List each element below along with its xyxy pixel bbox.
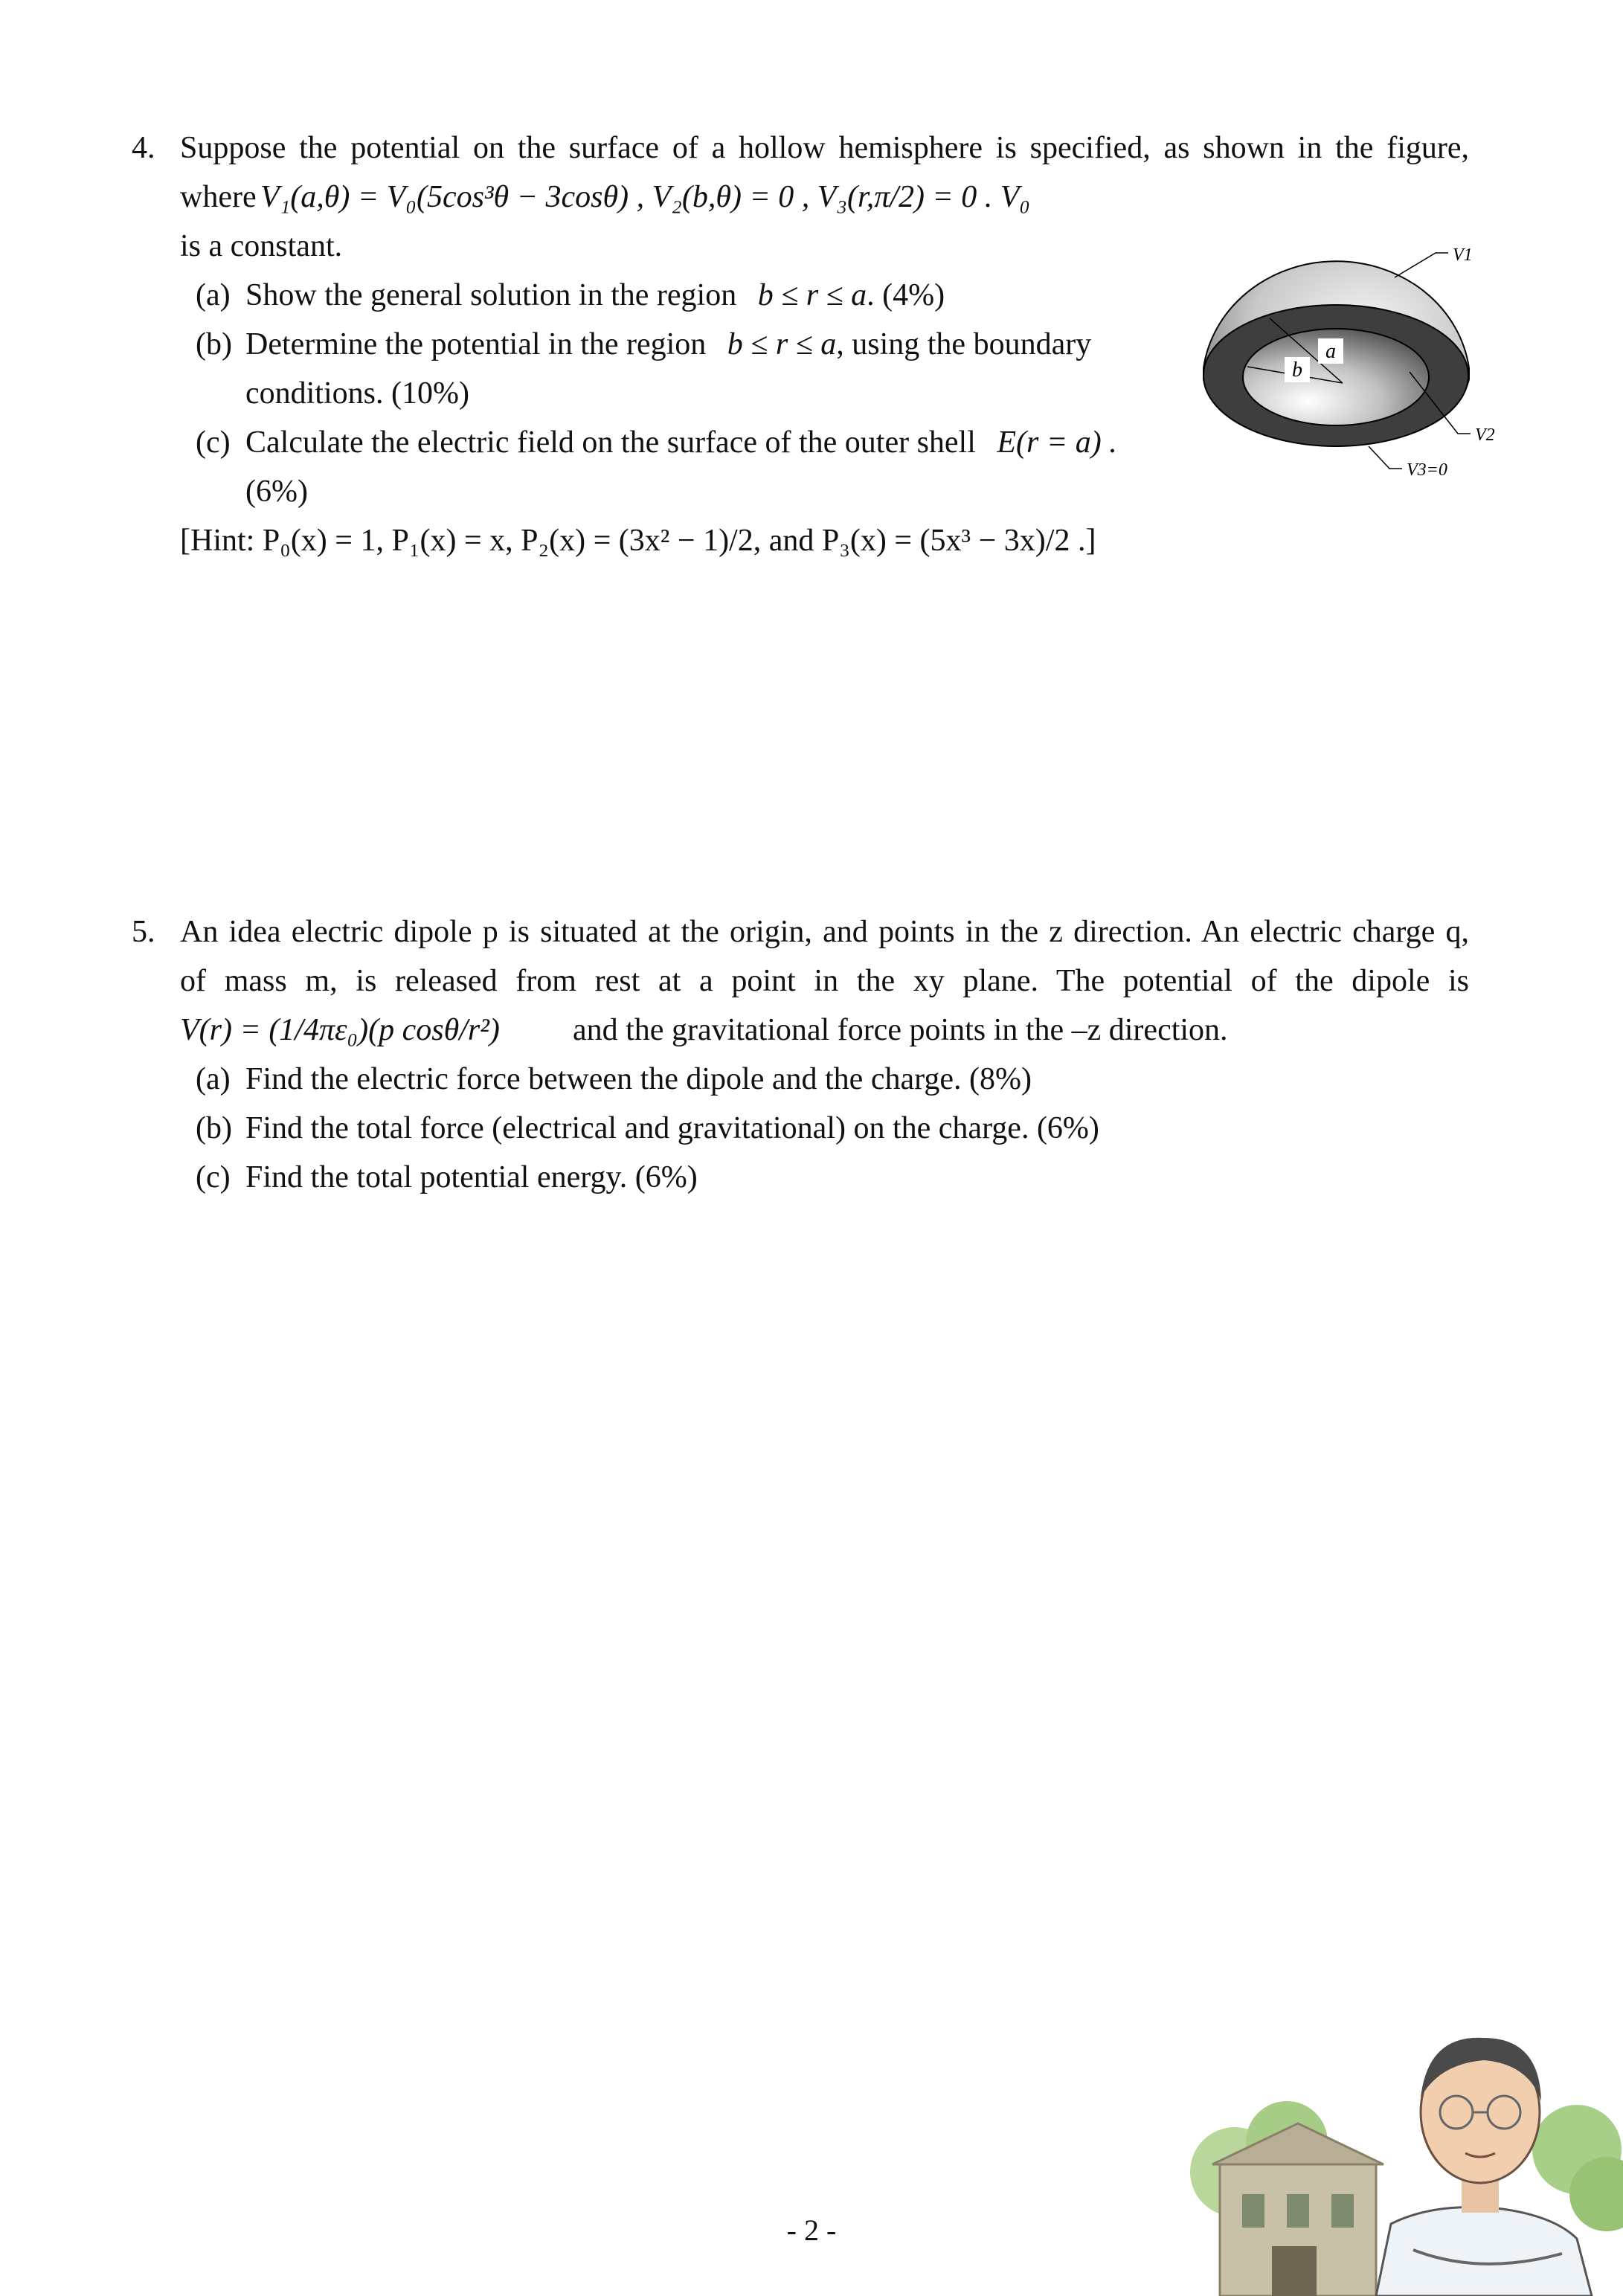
part-text: , using the boundary bbox=[836, 327, 1092, 361]
part-text: Find the total force (electrical and gravitational) on the charge. (6%) bbox=[245, 1111, 1099, 1145]
field-math: E(r = a) . bbox=[997, 425, 1117, 460]
region-math: b ≤ r ≤ a bbox=[757, 278, 867, 312]
page-number: - 2 - bbox=[786, 2213, 837, 2247]
label-v2: V2 bbox=[1475, 425, 1495, 445]
problem-text-line: of mass m, is released from rest at a point in the xy plane. The potential of the dipole is bbox=[180, 964, 1469, 998]
part-label: (c) bbox=[196, 425, 231, 460]
label-v3: V3=0 bbox=[1407, 460, 1447, 480]
problem-text-line: and the gravitational force points in the –z direction. bbox=[573, 1013, 1228, 1047]
label-v1: V1 bbox=[1453, 245, 1473, 265]
professor-cartoon-illustration bbox=[1190, 2001, 1623, 2296]
part-text: Show the general solution in the region bbox=[245, 278, 737, 312]
part-text: Calculate the electric field on the surface of the outer shell bbox=[245, 425, 976, 460]
hint-text: [Hint: P₀(x) = 1, P₁(x) = x, P₂(x) = (3x² − 1)/2, and P₃(x) = (5x³ − 3x)/2 .] bbox=[180, 524, 1096, 558]
part-label: (b) bbox=[196, 1111, 232, 1145]
problem-text-line: Suppose the potential on the surface of a hollow hemisphere is specified, as shown in the figure, bbox=[180, 131, 1469, 165]
part-label: (c) bbox=[196, 1160, 231, 1194]
dipole-potential-equation: V(r) = (1/4πε₀)(p cosθ/r²) bbox=[180, 1013, 500, 1047]
part-label: (a) bbox=[196, 1062, 231, 1096]
label-a: a bbox=[1325, 340, 1336, 363]
boundary-conditions-equation: V₁(a,θ) = V₀(5cos³θ − 3cosθ) , V₂(b,θ) = 0 , V₃(r,π/2) = 0 . V₀ bbox=[260, 180, 1031, 214]
part-text: (6%) bbox=[245, 475, 308, 509]
hemisphere-figure bbox=[1179, 219, 1495, 487]
part-b-text bbox=[245, 329, 1091, 360]
problem-number: 5. bbox=[132, 915, 155, 949]
part-text: conditions. (10%) bbox=[245, 376, 469, 411]
label-b: b bbox=[1292, 358, 1302, 382]
problem-text-line: An idea electric dipole p is situated at the origin, and points in the z direction. An electric charge q, bbox=[180, 915, 1469, 949]
problem-text-line: is a constant. bbox=[180, 229, 343, 263]
part-label: (b) bbox=[196, 327, 232, 361]
region-math: b ≤ r ≤ a bbox=[727, 327, 837, 361]
part-label: (a) bbox=[196, 278, 231, 312]
problem-text-line: where bbox=[180, 180, 257, 214]
problem-number: 4. bbox=[132, 131, 155, 165]
part-c-text bbox=[245, 427, 1117, 458]
part-text: Determine the potential in the region bbox=[245, 327, 707, 361]
part-text: Find the total potential energy. (6%) bbox=[245, 1160, 698, 1194]
part-a-text bbox=[245, 280, 945, 311]
part-text: Find the electric force between the dipole and the charge. (8%) bbox=[245, 1062, 1032, 1096]
part-percent: . (4%) bbox=[867, 278, 945, 312]
